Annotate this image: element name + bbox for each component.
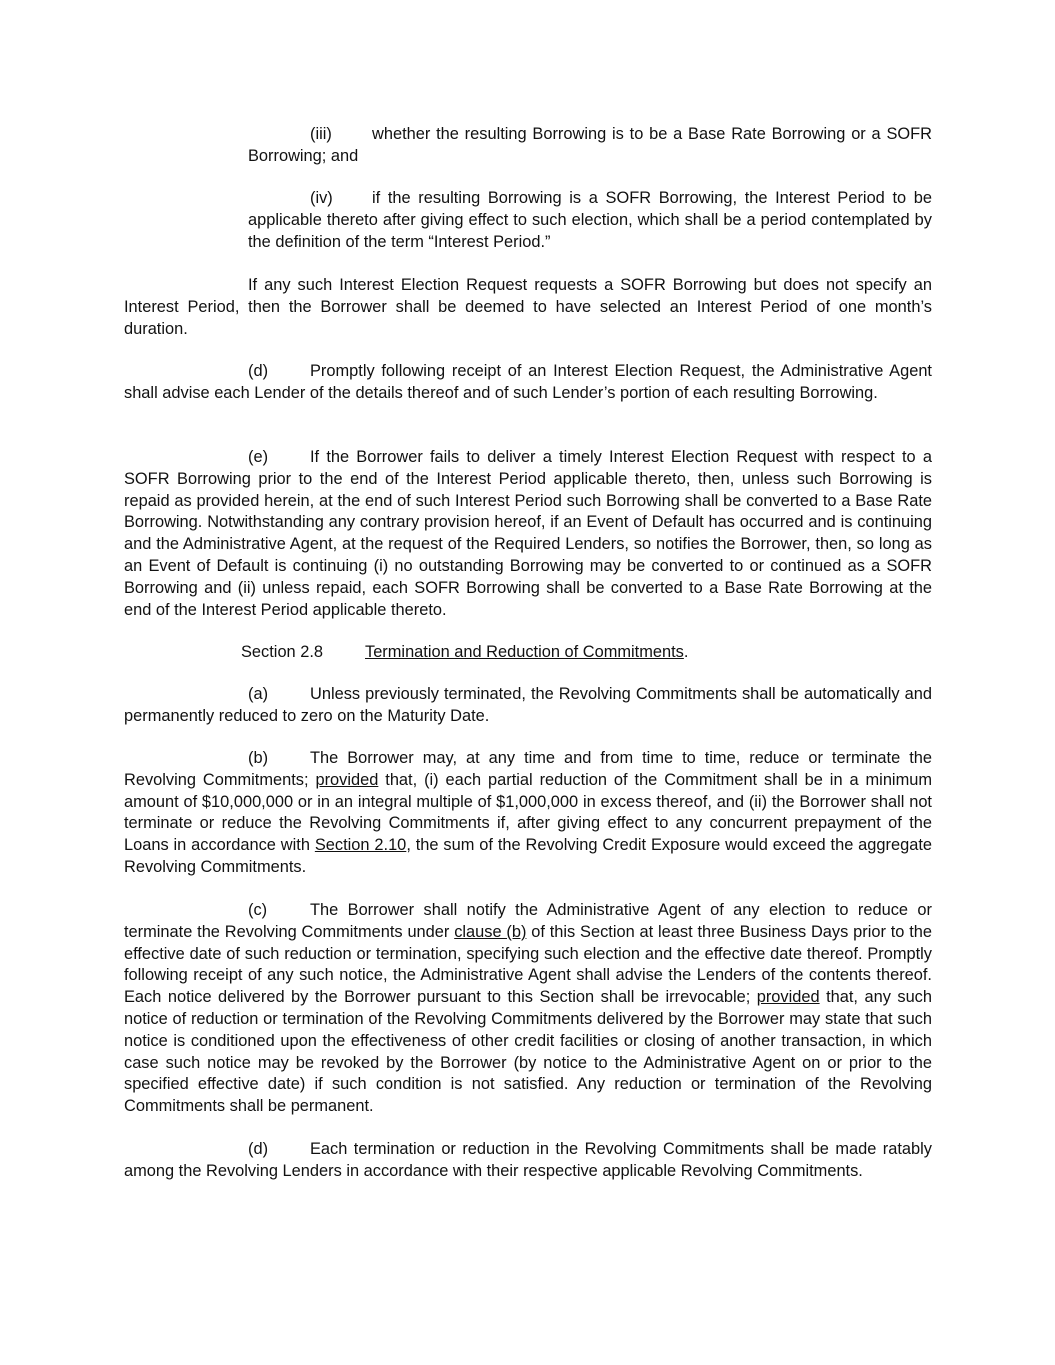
paragraph-iii bbox=[248, 124, 932, 168]
clause-number-e: (e) bbox=[248, 448, 269, 466]
paragraph-c-text-3: that, any such notice of reduction or termination of the Revolving Commitments delivered by the Borrower may state that such notice is conditioned upon the effectiveness of other credit facilities or closing of another transaction, in which case such notice may be revoked by the Borrower (by notice to the Administrative Agent on or prior to the specified effective date) if such condition is not satisfied. Any reduction or termination of the Revolving Commitments shall be permanent. bbox=[124, 988, 932, 1116]
paragraph-iv bbox=[248, 188, 932, 253]
paragraph-c bbox=[124, 900, 932, 1118]
paragraph-b bbox=[124, 748, 932, 879]
section-title-period: . bbox=[683, 643, 689, 661]
paragraph-e bbox=[124, 447, 932, 621]
clause-number-d: (d) bbox=[248, 1140, 269, 1158]
paragraph-interest-period-default bbox=[124, 275, 932, 340]
clause-b-reference: clause (b) bbox=[454, 922, 527, 941]
paragraph-d-ratable bbox=[124, 1139, 932, 1183]
paragraph-iii-text: whether the resulting Borrowing is to be a Base Rate Borrowing or a SOFR Borrowing; and bbox=[248, 125, 932, 165]
section-title: Termination and Reduction of Commitments bbox=[365, 643, 684, 661]
paragraph-d-ratable-text: Each termination or reduction in the Revolving Commitments shall be made ratably among the Revolving Lenders in accordance with their respective applicable Revolving Commitments. bbox=[124, 1140, 932, 1180]
section-2-10-reference: Section 2.10 bbox=[314, 836, 407, 855]
clause-number-iv: (iv) bbox=[310, 189, 333, 207]
paragraph-a-text: Unless previously terminated, the Revolving Commitments shall be automatically and permanently reduced to zero on the Maturity Date. bbox=[124, 685, 932, 725]
clause-number-b: (b) bbox=[248, 749, 269, 767]
paragraph-c-text-1: The Borrower shall notify the Administrative Agent of any election to reduce or terminate the Revolving Commitments under bbox=[124, 901, 932, 941]
provided-term: provided bbox=[315, 770, 379, 789]
clause-number-c: (c) bbox=[248, 901, 268, 919]
paragraph-e-text: If the Borrower fails to deliver a timely Interest Election Request with respect to a SOFR Borrowing prior to the end of the Interest Period applicable thereto, then, unless such Borrowing is repaid as provided herein, at the end of such Interest Period such Borrowing shall be converted to a Base Rate Borrowing. Notwithstanding any contrary provision hereof, if an Event of Default has occurred and is continuing and the Administrative Agent, at the request of the Required Lenders, so notifies the Borrower, then, so long as an Event of Default is continuing (i) no outstanding Borrowing may be converted to or continued as a SOFR Borrowing and (ii) unless repaid, each SOFR Borrowing shall be converted to a Base Rate Borrowing at the end of the Interest Period applicable thereto. bbox=[124, 448, 932, 619]
paragraph-b-text-1: The Borrower may, at any time and from time to time, reduce or terminate the Revolving Commitments; bbox=[124, 749, 932, 789]
paragraph-iv-text: if the resulting Borrowing is a SOFR Borrowing, the Interest Period to be applicable thereto after giving effect to such election, which shall be a period contemplated by the definition of the term “Interest Period.” bbox=[248, 189, 932, 251]
clause-number-iii: (iii) bbox=[310, 125, 332, 143]
provided-term: provided bbox=[756, 988, 820, 1007]
paragraph-b-text-2: that, (i) each partial reduction of the Commitment shall be in a minimum amount of $10,000,000 or in an integral multiple of $1,000,000 in excess thereof, and (ii) the Borrower shall not terminate or reduce the Revolving Commitments if, after giving effect to any concurrent prepayment of the Loans in accordance with bbox=[124, 770, 932, 855]
paragraph-a bbox=[124, 684, 932, 728]
paragraph-d-election-notice bbox=[124, 361, 932, 405]
clause-number-d: (d) bbox=[248, 362, 269, 380]
paragraph-d-election-notice-text: Promptly following receipt of an Interest Election Request, the Administrative Agent shall advise each Lender of the details thereof and of such Lender’s portion of each resulting Borrowing. bbox=[124, 362, 932, 402]
section-heading bbox=[241, 642, 688, 664]
paragraph-interest-period-default-text: If any such Interest Election Request requests a SOFR Borrowing but does not specify an Interest Period, then the Borrower shall be deemed to have selected an Interest Period of one month’s duration. bbox=[124, 276, 932, 338]
section-number: Section 2.8 bbox=[241, 643, 324, 661]
clause-number-a: (a) bbox=[248, 685, 269, 703]
paragraph-b-text-3: , the sum of the Revolving Credit Exposure would exceed the aggregate Revolving Commitments. bbox=[124, 836, 933, 876]
paragraph-c-text-2: of this Section at least three Business Days prior to the effective date of such reduction or termination, specifying such election and the effective date thereof. Promptly following receipt of any such notice, the Administrative Agent shall advise the Lenders of the contents thereof. Each notice delivered by the Borrower pursuant to this Section shall be irrevocable; bbox=[124, 922, 932, 1007]
